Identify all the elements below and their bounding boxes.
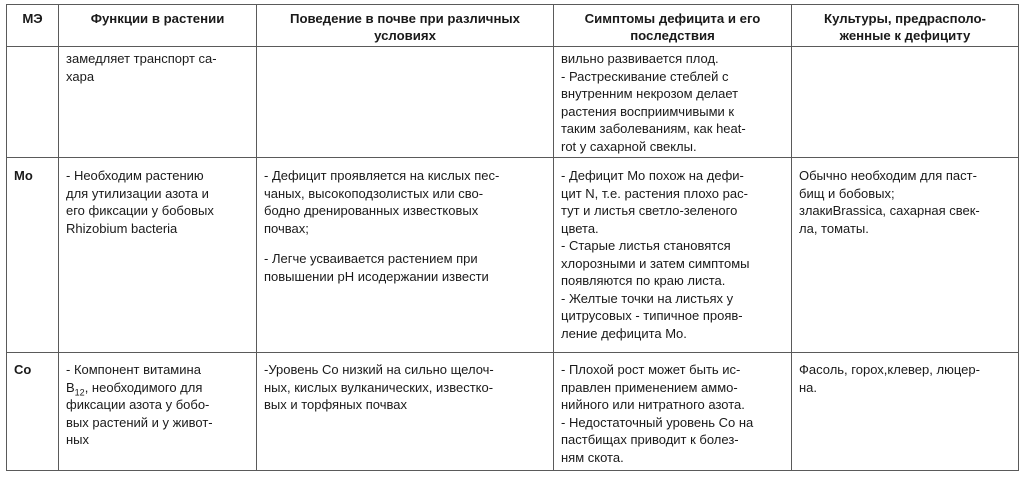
- cell-function: - Компонент витамина $B_{12}$, необходимого для фиксации азота у бобо- вых растений и у живот- ных: [59, 353, 257, 471]
- cell-function: замедляет транспорт са- хара: [59, 47, 257, 158]
- microelements-table: [6, 4, 1019, 471]
- cell-function: - Необходим растению для утилизации азота и его фиксации у бобовых Rhizobium bacteria: [59, 158, 257, 353]
- header-functions: Функции в растении: [59, 5, 257, 47]
- cell-crops: [792, 47, 1019, 158]
- header-soil-behavior: Поведение в почве при различных условиях: [257, 5, 554, 47]
- cell-crops: Фасоль, горох,клевер, люцер- на.: [792, 353, 1019, 471]
- cell-symptoms: вильно развивается плод. - Растрескивание стеблей с внутренним некрозом делает растения восприимчивыми к таким заболеваниям, как heat- rot у сахарной свеклы.: [554, 47, 792, 158]
- cell-element: Co: [7, 353, 59, 471]
- page: [6, 4, 1018, 470]
- header-symptoms: Симптомы дефицита и его последствия: [554, 5, 792, 47]
- table-row-co: [7, 353, 1019, 471]
- cell-crops: Обычно необходим для паст- бищ и бобовых; злакиBrassica, сахарная свек- ла, томаты.: [792, 158, 1019, 353]
- cell-soil: [257, 47, 554, 158]
- cell-soil: -Уровень Co низкий на сильно щелоч- ных, кислых вулканических, известко- вых и торфяных почвах: [257, 353, 554, 471]
- table-row-continued: [7, 47, 1019, 158]
- cell-symptoms: - Дефицит Mo похож на дефи- цит N, т.е. растения плохо рас- тут и листья светло-зеленого цвета. - Старые листья становятся хлорозными и затем симптомы появляются по краю листа. - Желтые точки на листьях у цитрусовых - типичное прояв- ление дефицита Mo.: [554, 158, 792, 353]
- header-row: [7, 5, 1019, 47]
- cell-symptoms: - Плохой рост может быть ис- правлен применением аммо- нийного или нитратного азота. - Недостаточный уровень Co на пастбищах приводит к болез- ням скота.: [554, 353, 792, 471]
- table-row-mo: [7, 158, 1019, 353]
- header-element: МЭ: [7, 5, 59, 47]
- cell-soil: - Дефицит проявляется на кислых пес- чаных, высокоподзолистых или сво- бодно дренированных известковых почвах; - Легче усваивается растением при повышении pH исодержании извести: [257, 158, 554, 353]
- header-crops: Культуры, предрасполо- женные к дефициту: [792, 5, 1019, 47]
- cell-element: Mo: [7, 158, 59, 353]
- cell-element: [7, 47, 59, 158]
